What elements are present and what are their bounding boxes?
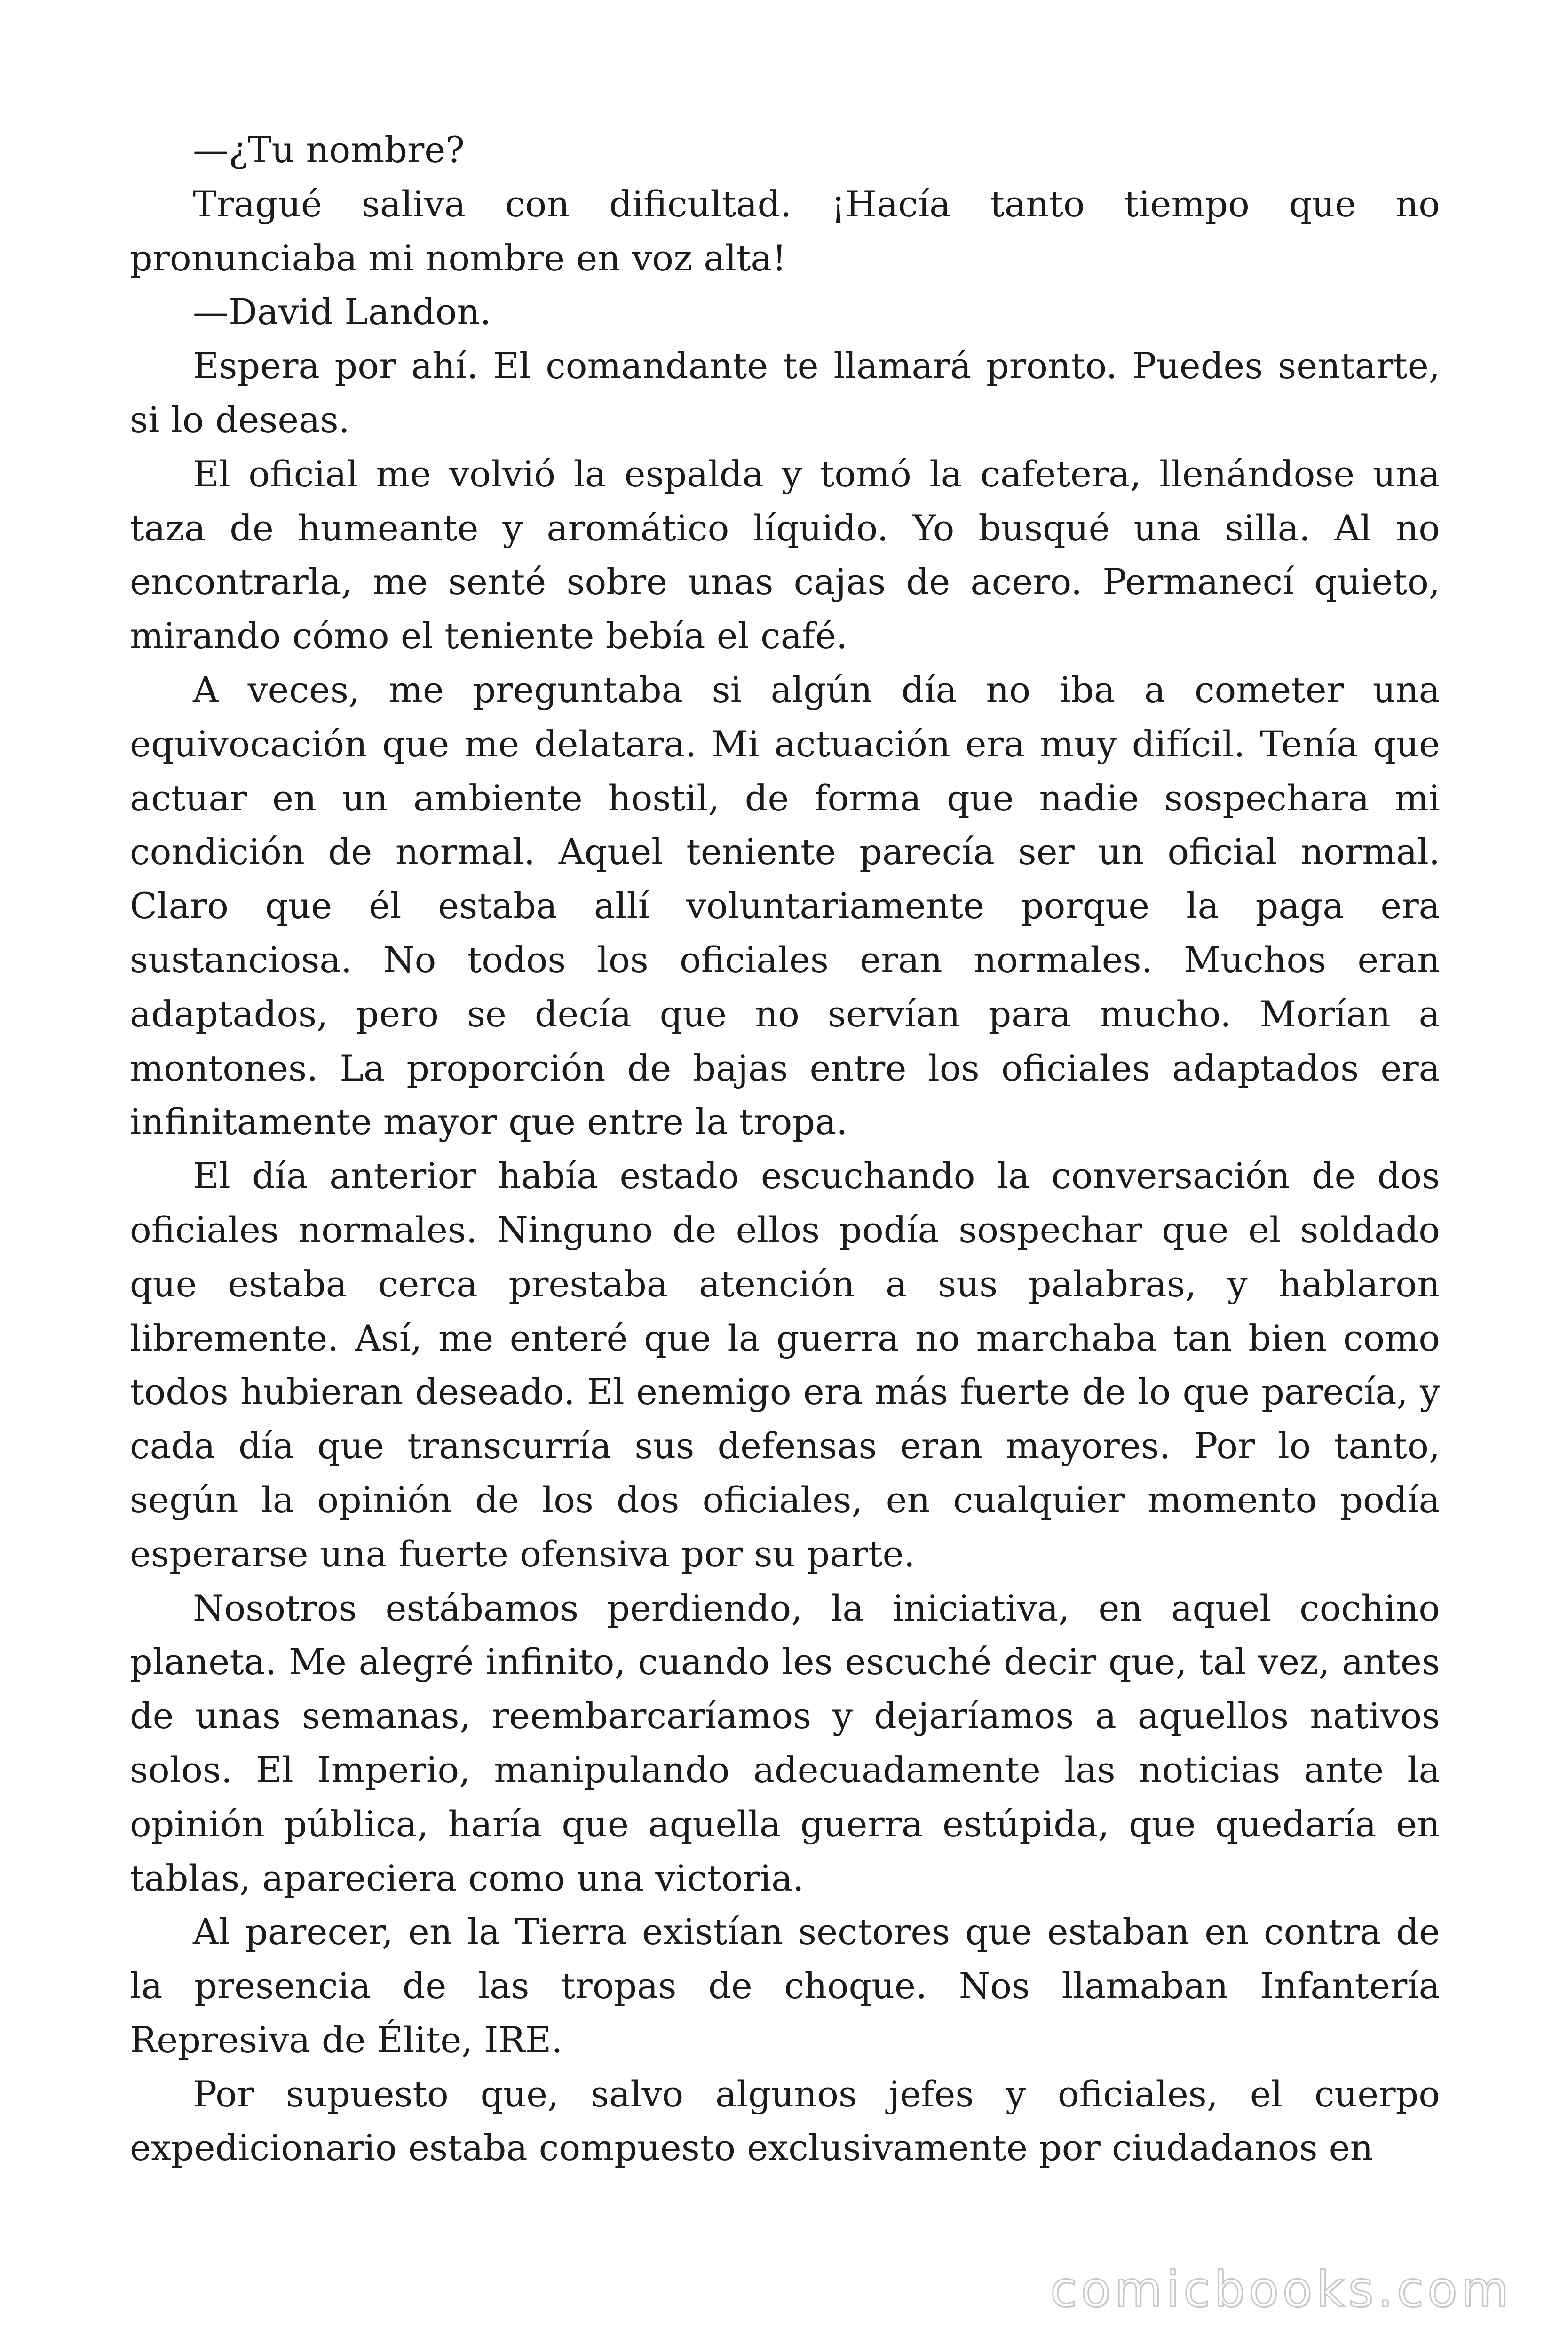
paragraph: A veces, me preguntaba si algún día no iba a cometer una equivocación que me delatara. Mi actuación era muy difícil. Tenía que actuar en un ambiente hostil, de forma que nadie sospechara mi condición de normal. Aquel teniente parecía ser un oficial normal. Claro que él estaba allí voluntariamente porque la paga era sustanciosa. No todos los oficiales eran normales. Muchos eran adaptados, pero se decía que no servían para mucho. Morían a montones. La proporción de bajas entre los oficiales adaptados era infinitamente mayor que entre la tropa. <box>130 668 1440 1143</box>
page-text <box>130 123 1440 2175</box>
paragraph: Al parecer, en la Tierra existían sectores que estaban en contra de la presencia de las tropas de choque. Nos llamaban Infantería Represiva de Élite, IRE. <box>130 1911 1440 2061</box>
paragraph: —¿Tu nombre? <box>193 129 465 171</box>
paragraph: Nosotros estábamos perdiendo, la iniciativa, en aquel cochino planeta. Me alegré infinito, cuando les escuché decir que, tal vez, antes de unas semanas, reembarcaríamos y dejaríamos a aquellos nativos solos. El Imperio, manipulando adecuadamente las noticias ante la opinión pública, haría que aquella guerra estúpida, que quedaría en tablas, apareciera como una victoria. <box>130 1587 1440 1899</box>
paragraph: Espera por ahí. El comandante te llamará pronto. Puedes sentarte, si lo deseas. <box>130 345 1440 441</box>
paragraph: El día anterior había estado escuchando la conversación de dos oficiales normales. Ninguno de ellos podía sospechar que el soldado que estaba cerca prestaba atención a sus palabras, y hablaron libremente. Así, me enteré que la guerra no marchaba tan bien como todos hubieran deseado. El enemigo era más fuerte de lo que parecía, y cada día que transcurría sus defensas eran mayores. Por lo tanto, según la opinión de los dos oficiales, en cualquier momento podía esperarse una fuerte ofensiva por su parte. <box>130 1155 1440 1575</box>
paragraph: —David Landon. <box>193 291 491 333</box>
watermark: comicbooks.com <box>1050 2261 1513 2318</box>
paragraph: El oficial me volvió la espalda y tomó la cafetera, llenándose una taza de humeante y aromático líquido. Yo busqué una silla. Al no encontrarla, me senté sobre unas cajas de acero. Permanecí quieto, mirando cómo el teniente bebía el café. <box>130 453 1440 657</box>
paragraph: Tragué saliva con dificultad. ¡Hacía tanto tiempo que no pronunciaba mi nombre en voz alta! <box>130 183 1440 279</box>
paragraph: Por supuesto que, salvo algunos jefes y oficiales, el cuerpo expedicionario estaba compuesto exclusivamente por ciudadanos en <box>130 2073 1440 2169</box>
